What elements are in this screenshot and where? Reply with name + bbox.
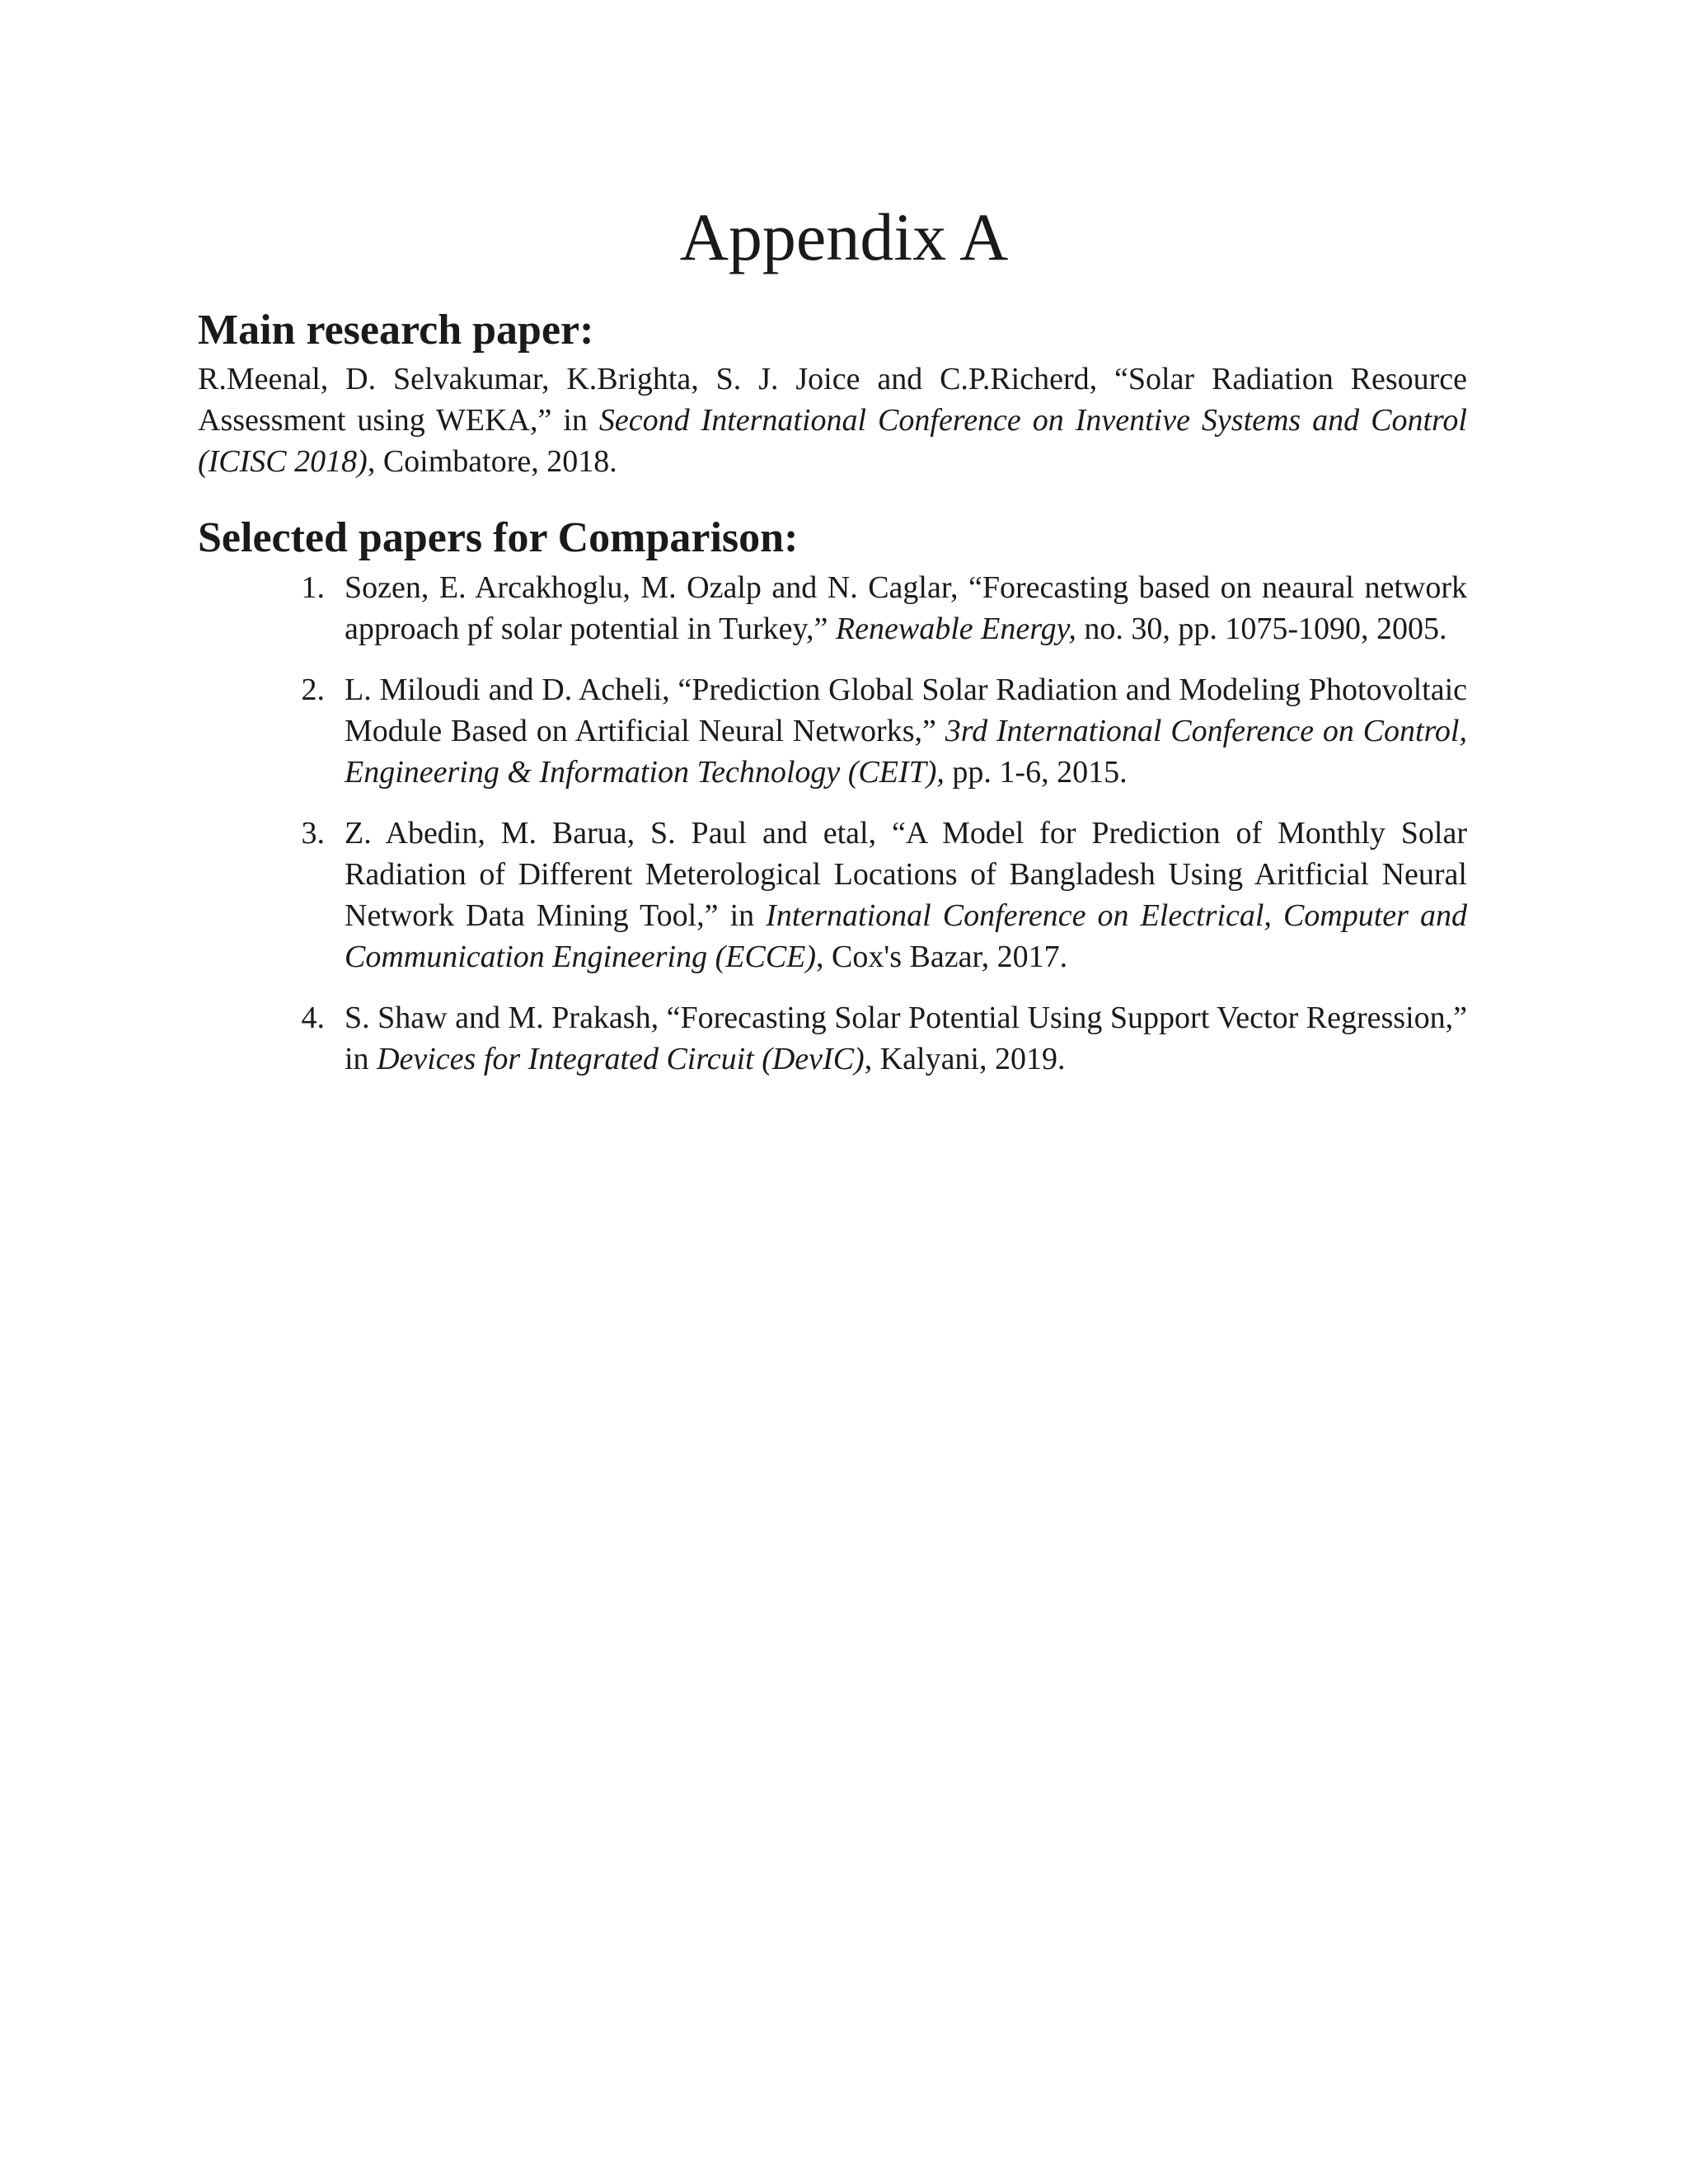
reference-text: Z. Abedin, M. Barua, S. Paul and etal, “A Model for Prediction of Monthly Solar Radiation of Different Meterological Locations of Bangladesh Using Aritficial Neural Network Data Mining Tool,” in — [345, 816, 1467, 933]
main-research-citation — [198, 359, 1467, 482]
reference-venue: Renewable Energy, — [835, 612, 1076, 646]
reference-details: , Cox's Bazar, 2017. — [816, 940, 1068, 974]
reference-text: S. Shaw and M. Prakash, “Forecasting Solar Potential Using Support Vector Regression,” in — [345, 1001, 1467, 1076]
citation-text: R.Meenal, D. Selvakumar, K.Brighta, S. J. Joice and C.P.Richerd, “Solar Radiation Resource Assessment using WEKA,” in — [198, 362, 1467, 438]
main-research-heading: Main research paper: — [198, 307, 594, 354]
page-title: Appendix A — [679, 199, 1009, 274]
reference-item — [288, 669, 1467, 793]
reference-item — [288, 813, 1467, 977]
reference-item — [288, 997, 1467, 1080]
reference-list — [288, 567, 1467, 1099]
reference-number: 1. — [301, 570, 325, 605]
reference-text: Sozen, E. Arcakhoglu, M. Ozalp and N. Caglar, “Forecasting based on neaural network approach pf solar potential in Turkey,” — [345, 570, 1467, 646]
comparison-heading: Selected papers for Comparison: — [198, 514, 799, 561]
reference-venue: International Conference on Electrical, Computer and Communication Engineering (ECCE) — [345, 898, 1467, 974]
reference-details: no. 30, pp. 1075-1090, 2005. — [1076, 612, 1447, 646]
reference-venue: Devices for Integrated Circuit (DevIC) — [377, 1042, 865, 1076]
reference-details: pp. 1-6, 2015. — [944, 755, 1128, 790]
reference-number: 4. — [301, 1001, 325, 1035]
reference-text: L. Miloudi and D. Acheli, “Prediction Global Solar Radiation and Modeling Photovoltaic Module Based on Artificial Neural Networks,” — [345, 673, 1467, 748]
citation-location: , Coimbatore, 2018. — [367, 444, 617, 479]
reference-number: 2. — [301, 673, 325, 707]
reference-details: , Kalyani, 2019. — [864, 1042, 1066, 1076]
reference-venue: 3rd International Conference on Control, Engineering & Information Technology (CEIT), — [345, 714, 1467, 790]
citation-venue: Second International Conference on Inventive Systems and Control (ICISC 2018) — [198, 403, 1467, 479]
reference-item — [288, 567, 1467, 649]
reference-number: 3. — [301, 816, 325, 851]
